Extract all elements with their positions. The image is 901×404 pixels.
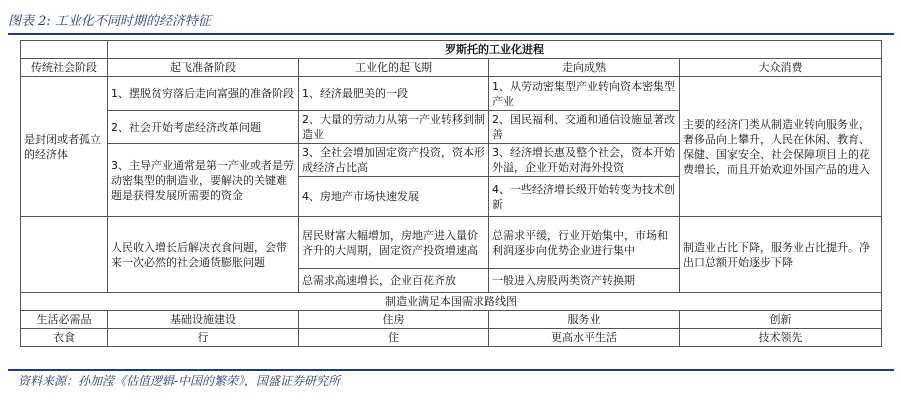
mature-item-2: 2、国民福利、交通和通信设施显著改善 xyxy=(489,111,680,144)
industrialization-table xyxy=(20,40,882,347)
header-mature: 走向成熟 xyxy=(489,59,680,77)
prep-item-2: 2、社会开始考虑经济改革问题 xyxy=(108,111,299,144)
route-title: 制造业满足本国需求路线图 xyxy=(21,293,882,311)
lower-mature-1: 总需求平缓，行业开始集中，市场和利润逐步向优势企业进行集中 xyxy=(489,217,680,269)
figure-caption: 图表 2: 工业化不同时期的经济特征 xyxy=(8,14,211,29)
bottom-rule xyxy=(8,369,894,371)
header-takeoff: 工业化的起飞期 xyxy=(299,59,489,77)
mature-item-3: 3、经济增长惠及整个社会，资本开始外溢，企业开始对海外投资 xyxy=(489,144,680,177)
route-value-3: 住 xyxy=(299,329,489,347)
route-header-2: 基础设施建设 xyxy=(108,311,299,329)
source-note: 资料来源：孙加滢《估值逻辑-中国的繁荣》，国盛证券研究所 xyxy=(18,374,341,388)
route-header-3: 住房 xyxy=(299,311,489,329)
table-title: 罗斯托的工业化进程 xyxy=(108,41,882,59)
route-value-4: 更高水平生活 xyxy=(489,329,680,347)
lower-prep: 人民收入增长后解决衣食问题，会带来一次必然的社会通货膨胀问题 xyxy=(108,217,299,293)
header-prep: 起飞准备阶段 xyxy=(108,59,299,77)
route-value-2: 行 xyxy=(108,329,299,347)
prep-item-1: 1、摆脱贫穷落后走向富强的准备阶段 xyxy=(108,77,299,111)
route-header-4: 服务业 xyxy=(489,311,680,329)
route-header-1: 生活必需品 xyxy=(21,311,108,329)
lower-takeoff-2: 总需求高速增长，企业百花齐放 xyxy=(299,269,489,293)
lower-takeoff-1: 居民财富大幅增加，房地产进入量价齐升的大周期，固定资产投资增速高 xyxy=(299,217,489,269)
header-traditional: 传统社会阶段 xyxy=(21,59,108,77)
takeoff-item-4: 4、房地产市场快速发展 xyxy=(299,177,489,217)
lower-traditional-empty xyxy=(21,217,108,293)
takeoff-item-3: 3、全社会增加固定资产投资，资本形成经济占比高 xyxy=(299,144,489,177)
prep-item-3: 3、主导产业通常是第一产业或者是劳动密集型的制造业，要解决的关键难题是获得发展所需要的资金 xyxy=(108,144,299,217)
route-value-5: 技术领先 xyxy=(680,329,882,347)
route-header-5: 创新 xyxy=(680,311,882,329)
top-rule xyxy=(8,33,894,35)
lower-mass: 制造业占比下降，服务业占比提升。净出口总额开始逐步下降 xyxy=(680,217,882,293)
takeoff-item-2: 2、大量的劳动力从第一产业转移到制造业 xyxy=(299,111,489,144)
takeoff-item-1: 1、经济最肥美的一段 xyxy=(299,77,489,111)
route-value-1: 衣食 xyxy=(21,329,108,347)
traditional-cell: 是封闭或者孤立的经济体 xyxy=(21,77,108,217)
lower-mature-2: 一般进入房股两类资产转换期 xyxy=(489,269,680,293)
mature-item-4: 4、一些经济增长级开始转变为技术创新 xyxy=(489,177,680,217)
header-mass: 大众消费 xyxy=(680,59,882,77)
mass-cell: 主要的经济门类从制造业转向服务业，奢侈品向上攀升，人民在休闲、教育、保健、国家安全、社会保障项目上的花费增长，而且开始欢迎外国产品的进入 xyxy=(680,77,882,217)
mature-item-1: 1、从劳动密集型产业转向资本密集型产业 xyxy=(489,77,680,111)
